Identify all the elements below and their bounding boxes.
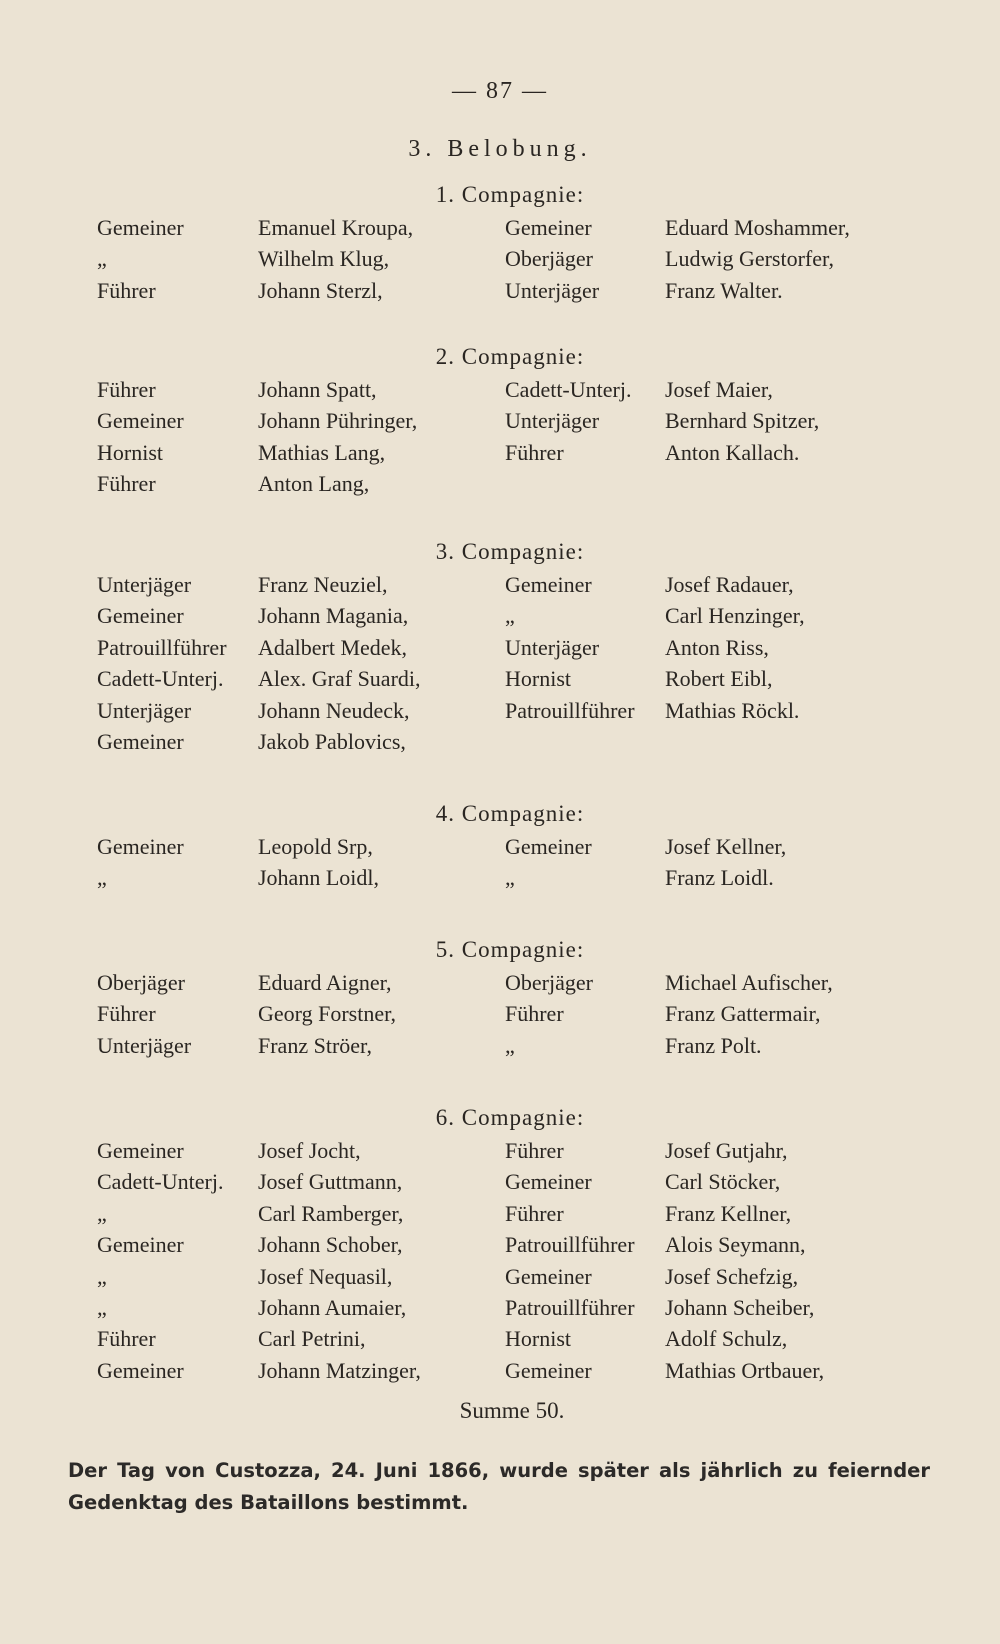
rank-right: „ — [505, 865, 515, 891]
name-right: Mathias Röckl. — [665, 697, 800, 723]
name-left: Johann Neudeck, — [258, 697, 410, 723]
company-title: 6. Compagnie: — [435, 1105, 585, 1130]
rank-right: Oberjäger — [505, 970, 593, 995]
roster-row — [0, 468, 1000, 499]
name-left: Josef Guttmann, — [258, 1169, 403, 1195]
roster-row — [0, 998, 1000, 1029]
name-right: Johann Scheiber, — [665, 1294, 815, 1320]
name-left: Emanuel Kroupa, — [258, 215, 414, 240]
rank-right: Cadett-Unterj. — [505, 377, 632, 402]
name-left: Wilhelm Klug, — [258, 246, 390, 272]
roster-row — [0, 569, 1000, 600]
rank-left: Unterjäger — [97, 572, 192, 597]
name-right: Josef Schefzig, — [665, 1263, 799, 1289]
rank-left: Gemeiner — [97, 1138, 184, 1163]
name-left: Johann Spatt, — [258, 377, 377, 402]
rank-right: Führer — [505, 1138, 564, 1163]
rank-right: Patrouillführer — [505, 1294, 635, 1320]
roster-row — [0, 600, 1000, 631]
name-right: Anton Riss, — [665, 634, 769, 660]
roster-row — [0, 726, 1000, 757]
rank-left: Patrouillführer — [97, 634, 227, 660]
name-left: Johann Schober, — [258, 1232, 403, 1258]
rank-left: Cadett-Unterj. — [97, 1169, 224, 1195]
roster-list — [0, 1135, 1000, 1386]
rank-right: Unterjäger — [505, 277, 600, 303]
rank-left: Cadett-Unterj. — [97, 666, 224, 692]
name-right: Josef Maier, — [665, 377, 773, 402]
rank-left: „ — [97, 1294, 107, 1320]
name-left: Johann Magania, — [258, 603, 409, 629]
roster-row — [0, 831, 1000, 862]
name-right: Michael Aufischer, — [665, 970, 833, 995]
name-left: Johann Aumaier, — [258, 1294, 407, 1320]
rank-left: Gemeiner — [97, 728, 184, 754]
roster-row — [0, 1135, 1000, 1166]
rank-left: Gemeiner — [97, 1232, 184, 1258]
name-right: Franz Walter. — [665, 277, 783, 303]
rank-right: Gemeiner — [505, 215, 592, 240]
rank-left: „ — [97, 246, 107, 272]
name-right: Carl Henzinger, — [665, 603, 805, 629]
rank-left: „ — [97, 1263, 107, 1289]
rank-right: Unterjäger — [505, 634, 600, 660]
rank-right: „ — [505, 603, 515, 629]
name-left: Johann Pühringer, — [258, 408, 418, 434]
name-right: Alois Seymann, — [665, 1232, 806, 1258]
roster-row — [0, 1261, 1000, 1292]
rank-left: Gemeiner — [97, 408, 184, 434]
company-4 — [0, 797, 1000, 894]
rank-left: Führer — [97, 1326, 156, 1352]
company-title: 3. Compagnie: — [435, 539, 585, 564]
rank-left: „ — [97, 1200, 107, 1226]
rank-left: Gemeiner — [97, 215, 184, 240]
roster-row — [0, 405, 1000, 436]
name-right: Josef Gutjahr, — [665, 1138, 788, 1163]
name-right: Franz Loidl. — [665, 865, 774, 891]
name-left: Leopold Srp, — [258, 834, 373, 859]
rank-right: Unterjäger — [505, 408, 600, 434]
rank-left: Führer — [97, 1001, 156, 1027]
rank-right: Gemeiner — [505, 1169, 592, 1195]
company-title: 4. Compagnie: — [435, 801, 585, 826]
rank-left: Führer — [97, 277, 156, 303]
name-right: Ludwig Gerstorfer, — [665, 246, 834, 272]
company-title: 1. Compagnie: — [435, 182, 585, 207]
roster-list — [0, 212, 1000, 306]
name-left: Mathias Lang, — [258, 439, 386, 465]
rank-left: Unterjäger — [97, 1032, 192, 1058]
rank-right: Führer — [505, 1200, 564, 1226]
roster-list — [0, 967, 1000, 1061]
roster-row — [0, 1030, 1000, 1061]
rank-right: Gemeiner — [505, 1263, 592, 1289]
rank-right: Patrouillführer — [505, 697, 635, 723]
name-right: Franz Polt. — [665, 1032, 762, 1058]
rank-right: Oberjäger — [505, 246, 593, 272]
closing-note: Der Tag von Custozza, 24. Juni 1866, wurde später als jährlich zu feiernder Gedenktag des Bataillons bestimmt. — [68, 1459, 930, 1514]
name-right: Anton Kallach. — [665, 439, 800, 465]
name-left: Georg Forstner, — [258, 1001, 397, 1027]
rank-right: Führer — [505, 439, 564, 465]
name-left: Carl Petrini, — [258, 1326, 366, 1352]
name-left: Johann Loidl, — [258, 865, 379, 891]
name-left: Jakob Pablovics, — [258, 728, 406, 754]
roster-row — [0, 243, 1000, 274]
roster-row — [0, 695, 1000, 726]
sum-line: Summe 50. — [459, 1398, 565, 1423]
rank-right: Patrouillführer — [505, 1232, 635, 1258]
name-left: Adalbert Medek, — [258, 634, 408, 660]
roster-row — [0, 1292, 1000, 1323]
roster-row — [0, 374, 1000, 405]
company-2 — [0, 340, 1000, 500]
name-left: Johann Matzinger, — [258, 1357, 421, 1383]
rank-left: „ — [97, 865, 107, 891]
rank-left: Oberjäger — [97, 970, 185, 995]
roster-row — [0, 437, 1000, 468]
roster-row — [0, 1229, 1000, 1260]
rank-right: Hornist — [505, 1326, 571, 1352]
name-left: Carl Ramberger, — [258, 1200, 404, 1226]
name-left: Alex. Graf Suardi, — [258, 666, 421, 692]
page-number: — 87 — — [452, 78, 548, 104]
name-right: Eduard Moshammer, — [665, 215, 850, 240]
name-right: Mathias Ortbauer, — [665, 1357, 825, 1383]
rank-left: Gemeiner — [97, 834, 184, 859]
name-right: Adolf Schulz, — [665, 1326, 788, 1352]
company-title: 5. Compagnie: — [435, 937, 585, 962]
rank-right: Hornist — [505, 666, 571, 692]
company-title: 2. Compagnie: — [435, 344, 585, 369]
name-right: Robert Eibl, — [665, 666, 773, 692]
name-right: Bernhard Spitzer, — [665, 408, 820, 434]
roster-row — [0, 632, 1000, 663]
roster-list — [0, 374, 1000, 500]
name-left: Anton Lang, — [258, 471, 370, 497]
roster-list — [0, 831, 1000, 894]
company-5 — [0, 933, 1000, 1061]
name-right: Franz Gattermair, — [665, 1001, 821, 1027]
rank-left: Hornist — [97, 439, 163, 465]
rank-left: Führer — [97, 377, 156, 402]
name-right: Josef Radauer, — [665, 572, 794, 597]
roster-row — [0, 1323, 1000, 1354]
company-1 — [0, 178, 1000, 306]
name-left: Franz Neuziel, — [258, 572, 388, 597]
roster-row — [0, 1166, 1000, 1197]
name-left: Johann Sterzl, — [258, 277, 383, 303]
roster-row — [0, 212, 1000, 243]
roster-list — [0, 569, 1000, 757]
rank-right: „ — [505, 1032, 515, 1058]
rank-left: Führer — [97, 471, 156, 497]
rank-right: Gemeiner — [505, 572, 592, 597]
roster-row — [0, 862, 1000, 893]
roster-row — [0, 275, 1000, 306]
rank-left: Unterjäger — [97, 697, 192, 723]
roster-row — [0, 1355, 1000, 1386]
name-right: Carl Stöcker, — [665, 1169, 781, 1195]
rank-right: Gemeiner — [505, 834, 592, 859]
rank-left: Gemeiner — [97, 1357, 184, 1383]
roster-row — [0, 1198, 1000, 1229]
rank-right: Gemeiner — [505, 1357, 592, 1383]
name-left: Franz Ströer, — [258, 1032, 372, 1058]
name-left: Josef Nequasil, — [258, 1263, 393, 1289]
roster-row — [0, 967, 1000, 998]
name-left: Josef Jocht, — [258, 1138, 361, 1163]
name-right: Franz Kellner, — [665, 1200, 792, 1226]
roster-row — [0, 663, 1000, 694]
name-left: Eduard Aigner, — [258, 970, 392, 995]
name-right: Josef Kellner, — [665, 834, 787, 859]
section-heading: 3. Belobung. — [408, 136, 592, 162]
company-6 — [0, 1101, 1000, 1386]
rank-left: Gemeiner — [97, 603, 184, 629]
company-3 — [0, 535, 1000, 757]
rank-right: Führer — [505, 1001, 564, 1027]
